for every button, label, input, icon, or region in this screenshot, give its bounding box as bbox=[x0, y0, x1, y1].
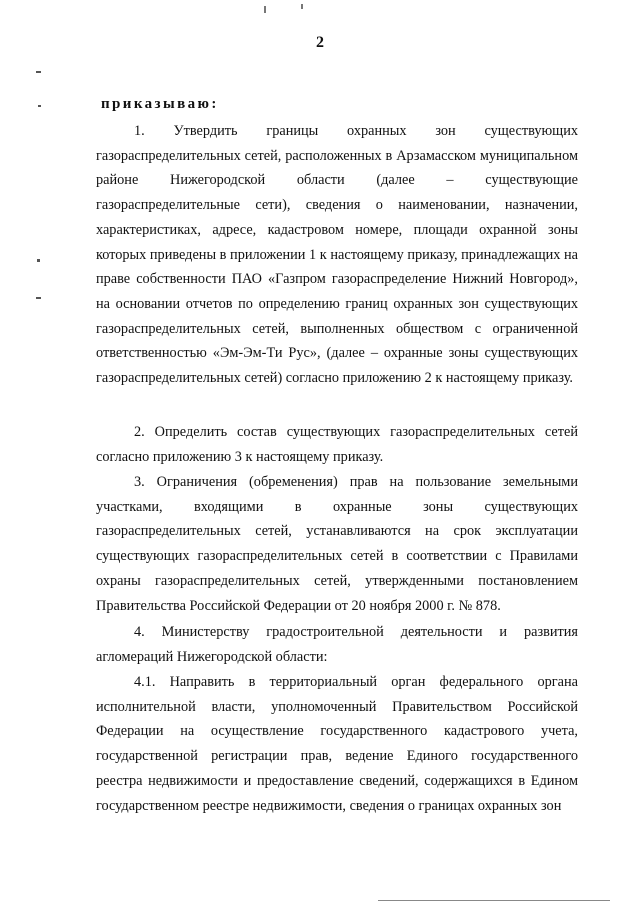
paragraph-4-1: 4.1. Направить в территориальный орган федерального органа исполнительной власти, уполномоченный Правительством Российской Федерации на осуществление государственного кадастрового учета, государственной регистрации прав, ведение Единого государственного реестра недвижимости и предоставление сведений, содержащихся в Едином государственном реестре недвижимости, сведения о границах охранных зон bbox=[96, 674, 578, 814]
paragraph-4: 4. Министерству градостроительной деятельности и развития агломераций Нижегородской области: bbox=[96, 624, 578, 665]
scan-mark bbox=[301, 4, 303, 9]
scan-mark bbox=[264, 6, 266, 13]
hole-punch-mark bbox=[37, 259, 40, 262]
hole-punch-mark bbox=[38, 105, 41, 107]
hole-punch-mark bbox=[36, 297, 41, 299]
paragraph-1: 1. Утвердить границы охранных зон существующих газораспределительных сетей, расположенных в Арзамасском муниципальном районе Нижегородской области (далее – существующие газораспределительные сети), сведения о наименовании, назначении, характеристиках, адресе, кадастровом номере, площади охранной зоны которых приведены в приложении 1 к настоящему приказу, принадлежащих на праве собственности ПАО «Газпром газораспределение Нижний Новгород», на основании отчетов по определению границ охранных зон существующих газораспределительных сетей, выполненных обществом с ограниченной ответственностью «Эм-Эм-Ти Рус», (далее – охранные зоны существующих газораспределительных сетей) согласно приложению 2 к настоящему приказу. bbox=[96, 123, 578, 387]
paragraph-3: 3. Ограничения (обременения) прав на пользование земельными участками, входящими в охранные зоны существующих газораспределительных сетей, устанавливаются на срок эксплуатации существующих газораспределительных сетей в соответствии с Правилами охраны газораспределительных сетей, утвержденными постановлением Правительства Российской Федерации от 20 ноября 2000 г. № 878. bbox=[96, 474, 578, 614]
order-heading: приказываю: bbox=[101, 96, 219, 112]
hole-punch-mark bbox=[36, 71, 41, 73]
page-number: 2 bbox=[316, 34, 324, 51]
page-edge-line bbox=[378, 900, 610, 901]
paragraph-2: 2. Определить состав существующих газораспределительных сетей согласно приложению 3 к настоящему приказу. bbox=[96, 424, 578, 465]
